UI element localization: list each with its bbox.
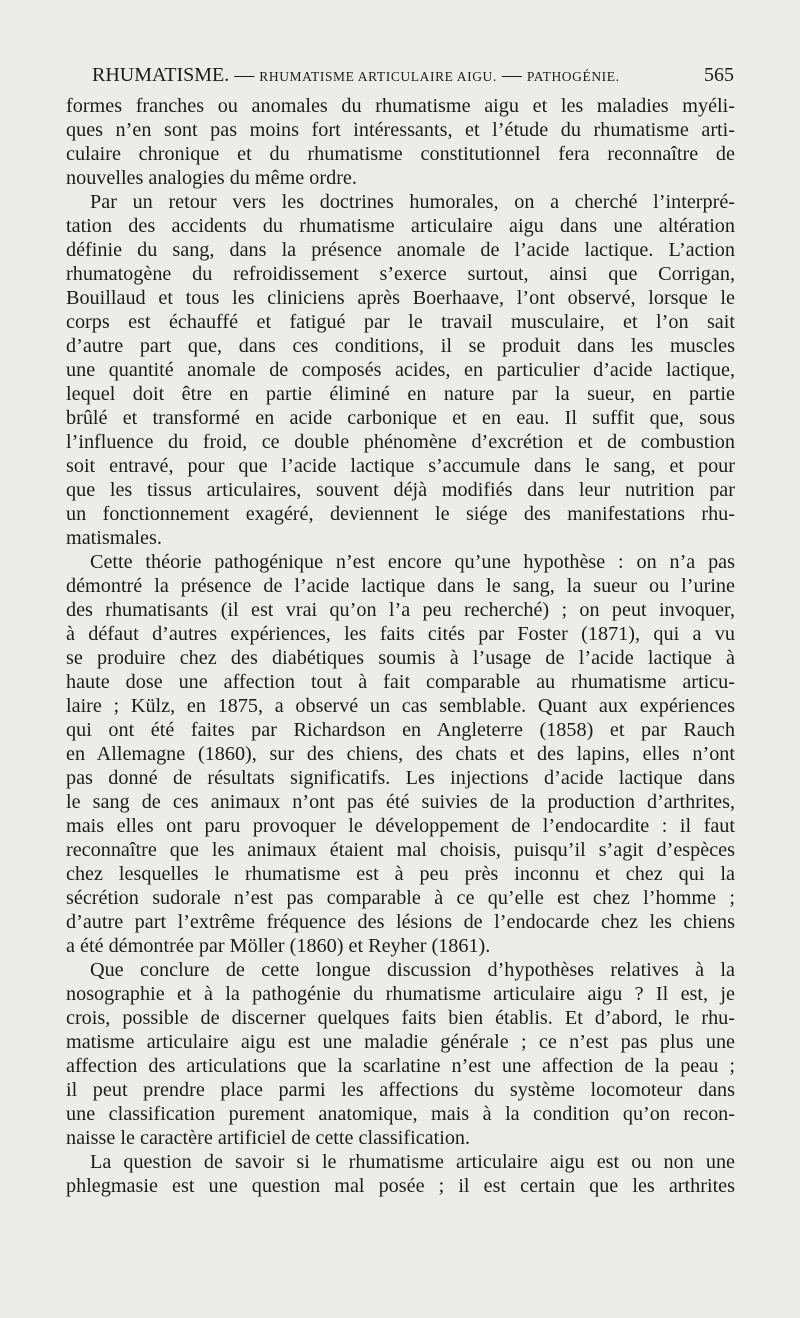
text-line: une quantité anomale de composés acides, en particulier d’acide lactique, [66,359,735,381]
text-line: rhumatogène du refroidissement s’exerce surtout, ainsi que Corrigan, [66,263,735,285]
text-line: formes franches ou anomales du rhumatisme aigu et les maladies myéli- [66,95,735,117]
paragraph [66,550,735,958]
text-line: une classification purement anatomique, mais à la condition qu’on recon- [66,1103,735,1125]
text-line: culaire chronique et du rhumatisme constitutionnel fera reconnaître de [66,143,735,165]
text-line: chez lesquelles le rhumatisme est à peu près inconnu et chez qui la [66,863,735,885]
text-line: a été démontrée par Möller (1860) et Reyher (1861). [66,935,491,957]
text-line: sécrétion sudorale n’est pas comparable à ce qu’elle est chez l’homme ; [66,887,735,909]
text-line: Que conclure de cette longue discussion d’hypothèses relatives à la [90,959,735,981]
text-line: naisse le caractère artificiel de cette classification. [66,1127,471,1149]
text-line: un fonctionnement exagéré, deviennent le siége des manifestations rhu- [66,503,735,525]
body-text [66,94,735,1198]
text-line: des rhumatisants (il est vrai qu’on l’a peu recherché) ; on peut invoquer, [66,599,735,621]
text-line: il peut prendre place parmi les affections du système locomoteur dans [66,1079,735,1101]
text-line: nouvelles analogies du même ordre. [66,167,357,189]
text-line: à défaut d’autres expériences, les faits cités par Foster (1871), qui a vu [66,623,735,645]
text-line: ques n’en sont pas moins fort intéressants, et l’étude du rhumatisme arti- [66,119,735,141]
section-subtitle: RHUMATISME ARTICULAIRE AIGU. [259,69,497,84]
text-line: matismales. [66,527,162,549]
text-line: le sang de ces animaux n’ont pas été suivies de la production d’arthrites, [66,791,735,813]
header-dash: — [501,64,522,86]
text-line: Par un retour vers les doctrines humorales, on a cherché l’interpré- [90,191,735,213]
running-header [92,60,734,90]
text-line: laire ; Külz, en 1875, a observé un cas semblable. Quant aux expériences [66,695,735,717]
text-line: nosographie et à la pathogénie du rhumatisme articulaire aigu ? Il est, je [66,983,735,1005]
paragraph [66,1150,735,1198]
text-line: l’influence du froid, ce double phénomène d’excrétion et de combustion [66,431,735,453]
text-line: d’autre part l’extrême fréquence des lésions de l’endocarde chez les chiens [66,911,735,933]
text-line: haute dose une affection tout à fait comparable au rhumatisme articu- [66,671,735,693]
text-line: lequel doit être en partie éliminé en nature par la sueur, en partie [66,383,735,405]
text-line: corps est échauffé et fatigué par le travail musculaire, et l’on sait [66,311,735,333]
chapter-title: RHUMATISME. [92,64,230,86]
text-line: Cette théorie pathogénique n’est encore qu’une hypothèse : on n’a pas [90,551,735,573]
text-line: pas donné de résultats significatifs. Les injections d’acide lactique dans [66,767,735,789]
text-line: définie du sang, dans la présence anomale de l’acide lactique. L’action [66,239,735,261]
text-line: affection des articulations que la scarlatine n’est une affection de la peau ; [66,1055,735,1077]
text-line: crois, possible de discerner quelques faits bien établis. Et d’abord, le rhu- [66,1007,735,1029]
text-line: La question de savoir si le rhumatisme articulaire aigu est ou non une [90,1151,735,1173]
text-line: se produire chez des diabétiques soumis à l’usage de l’acide lactique à [66,647,735,669]
text-line: phlegmasie est une question mal posée ; il est certain que les arthrites [66,1175,735,1197]
paragraph [66,94,735,190]
text-line: reconnaître que les animaux étaient mal choisis, puisqu’il s’agit d’espèces [66,839,735,861]
text-line: matisme articulaire aigu est une maladie générale ; ce n’est pas plus une [66,1031,735,1053]
text-line: brûlé et transformé en acide carbonique et en eau. Il suffit que, sous [66,407,735,429]
text-line: mais elles ont paru provoquer le développement de l’endocardite : il faut [66,815,735,837]
paragraph [66,190,735,550]
text-line: en Allemagne (1860), sur des chiens, des chats et des lapins, elles n’ont [66,743,735,765]
section-topic: PATHOGÉNIE. [526,69,620,84]
text-line: démontré la présence de l’acide lactique dans le sang, la sueur ou l’urine [66,575,735,597]
running-header-text [92,60,620,92]
text-line: tation des accidents du rhumatisme articulaire aigu dans une altération [66,215,735,237]
text-line: soit entravé, pour que l’acide lactique s’accumule dans le sang, et pour [66,455,735,477]
text-line: qui ont été faites par Richardson en Angleterre (1858) et par Rauch [66,719,735,741]
paragraph [66,958,735,1150]
text-line: Bouillaud et tous les cliniciens après Boerhaave, l’ont observé, lorsque le [66,287,735,309]
page-number: 565 [704,64,734,86]
text-line: que les tissus articulaires, souvent déjà modifiés dans leur nutrition par [66,479,735,501]
header-dash: — [234,64,255,86]
text-line: d’autre part que, dans ces conditions, il se produit dans les muscles [66,335,735,357]
